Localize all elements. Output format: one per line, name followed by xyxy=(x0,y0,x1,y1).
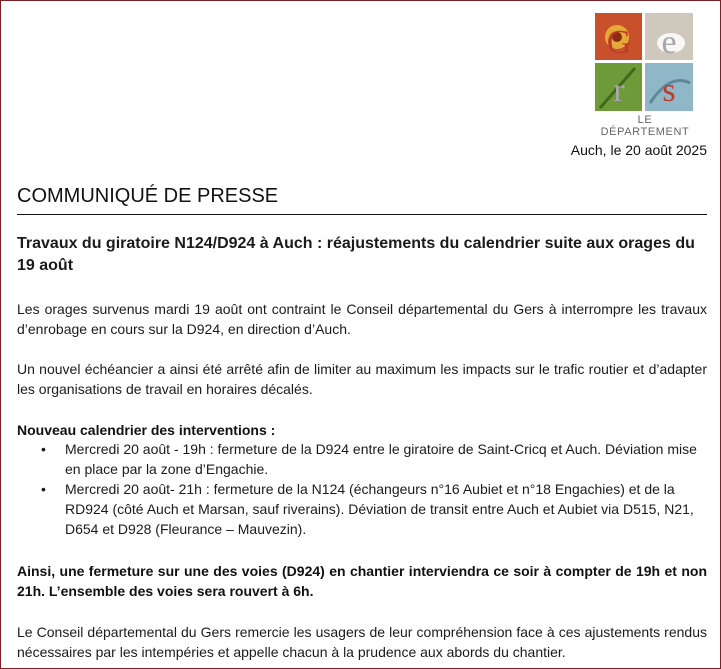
gers-logo xyxy=(595,13,695,138)
logo-letter-e: e xyxy=(661,24,677,61)
paragraph-storm: Les orages survenus mardi 19 août ont contraint le Conseil départemental du Gers à interrompre les travaux d’enrobage en cours sur la D924, en direction d’Auch. xyxy=(17,301,707,337)
calendar-heading: Nouveau calendrier des interventions : xyxy=(17,422,276,438)
bullet-icon: • xyxy=(41,481,46,497)
logo-caption: LE DÉPARTEMENT xyxy=(600,114,690,138)
calendar-item-text: Mercredi 20 août- 21h : fermeture de la N124 (échangeurs n°16 Aubiet et n°18 Engachies) et de la RD924 (côté Auch et Marsan, sauf riverains). Déviation de transit entre Auch et Aubiet via D515, N21, D654 et D928 (Fleurance – Mauvezin). xyxy=(65,481,694,537)
closing-paragraph: Le Conseil départemental du Gers remercie les usagers de leur compréhension face à ces ajustements rendus nécessaires par les intempéries et appelle chacun à la prudence aux abords du chantier. xyxy=(17,624,707,660)
calendar-list xyxy=(17,439,707,539)
date-line: Auch, le 20 août 2025 xyxy=(570,142,707,158)
paragraph-schedule: Un nouvel échéancier a ainsi été arrêté afin de limiter au maximum les impacts sur le trafic routier et d’adapter les organisations de travail en horaires décalés. xyxy=(17,361,707,397)
press-release-title: COMMUNIQUÉ DE PRESSE xyxy=(17,185,707,215)
calendar-item-text: Mercredi 20 août - 19h : fermeture de la D924 entre le giratoire de Saint-Cricq et Auch. Déviation mise en place par la zone d’Engachie. xyxy=(65,441,697,477)
logo-tiles xyxy=(595,13,693,111)
headline: Travaux du giratoire N124/D924 à Auch : réajustements du calendrier suite aux orages du 19 août xyxy=(17,235,695,274)
important-note: Ainsi, une fermeture sur une des voies (D924) en chantier interviendra ce soir à compter de 19h et non 21h. L’ensemble des voies sera rouvert à 6h. xyxy=(17,563,707,599)
logo-letter-g: G xyxy=(606,24,632,61)
logo-letter-r: r xyxy=(613,72,625,109)
bullet-icon: • xyxy=(41,441,46,457)
list-item xyxy=(17,439,707,479)
list-item xyxy=(17,479,707,539)
logo-letter-s: s xyxy=(662,72,676,109)
